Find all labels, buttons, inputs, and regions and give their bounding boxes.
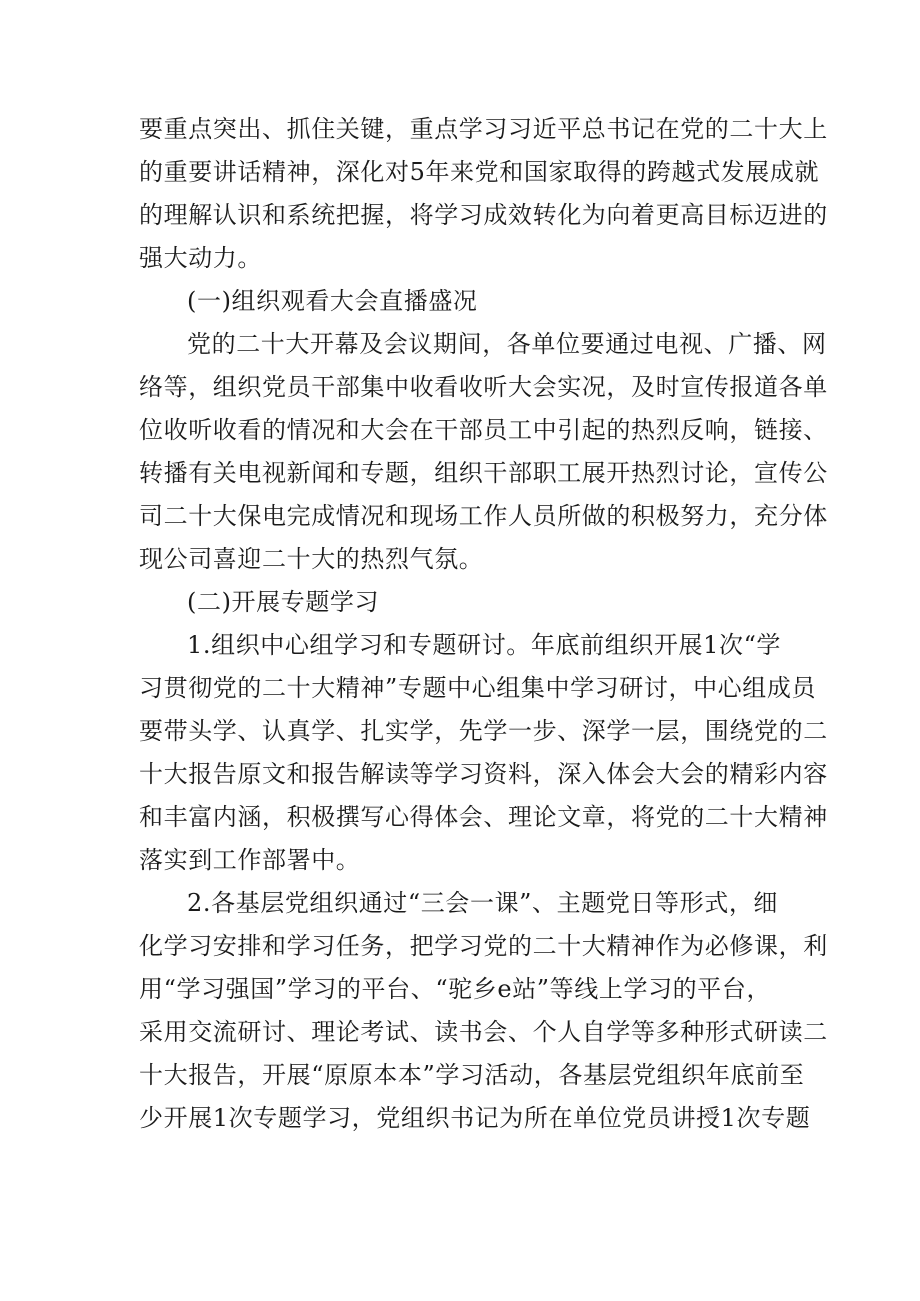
body-line: 络等，组织党员干部集中收看收听大会实况，及时宣传报道各单 [139, 373, 828, 401]
body-line: 司二十大保电完成情况和现场工作人员所做的积极努力，充分体 [139, 502, 828, 530]
paragraph-first-line: 2.各基层党组织通过“三会一课”、主题党日等形式，细 [187, 889, 779, 917]
body-line: 和丰富内涵，积极撰写心得体会、理论文章，将党的二十大精神 [139, 803, 828, 831]
body-line: 少开展1次专题学习，党组织书记为所在单位党员讲授1次专题 [139, 1104, 811, 1132]
body-line: 要带头学、认真学、扎实学，先学一步、深学一层，围绕党的二 [139, 717, 828, 745]
body-line: 落实到工作部署中。 [139, 846, 361, 874]
body-line: 转播有关电视新闻和专题，组织干部职工展开热烈讨论，宣传公 [139, 459, 828, 487]
body-line: 要重点突出、抓住关键，重点学习习近平总书记在党的二十大上 [139, 115, 828, 143]
section-heading: (一)组织观看大会直播盛况 [187, 287, 478, 315]
body-line: 用“学习强国”学习的平台、“驼乡e站”等线上学习的平台， [139, 975, 772, 1003]
body-line: 采用交流研讨、理论考试、读书会、个人自学等多种形式研读二 [139, 1018, 828, 1046]
body-line: 强大动力。 [139, 244, 262, 272]
body-line: 的重要讲话精神，深化对5年来党和国家取得的跨越式发展成就 [139, 158, 820, 186]
body-line: 化学习安排和学习任务，把学习党的二十大精神作为必修课，利 [139, 932, 828, 960]
body-line: 的理解认识和系统把握，将学习成效转化为向着更高目标迈进的 [139, 201, 828, 229]
paragraph-first-line: 1.组织中心组学习和专题研讨。年底前组织开展1次“学 [187, 631, 782, 659]
section-heading: (二)开展专题学习 [187, 588, 380, 616]
paragraph-first-line: 党的二十大开幕及会议期间，各单位要通过电视、广播、网 [187, 330, 827, 358]
body-line: 位收听收看的情况和大会在干部员工中引起的热烈反响，链接、 [139, 416, 828, 444]
document-body [139, 108, 828, 1140]
body-line: 现公司喜迎二十大的热烈气氛。 [139, 545, 484, 573]
body-line: 十大报告原文和报告解读等学习资料，深入体会大会的精彩内容 [139, 760, 828, 788]
body-line: 十大报告，开展“原原本本”学习活动，各基层党组织年底前至 [139, 1061, 805, 1089]
body-line: 习贯彻党的二十大精神”专题中心组集中学习研讨，中心组成员 [139, 674, 817, 702]
